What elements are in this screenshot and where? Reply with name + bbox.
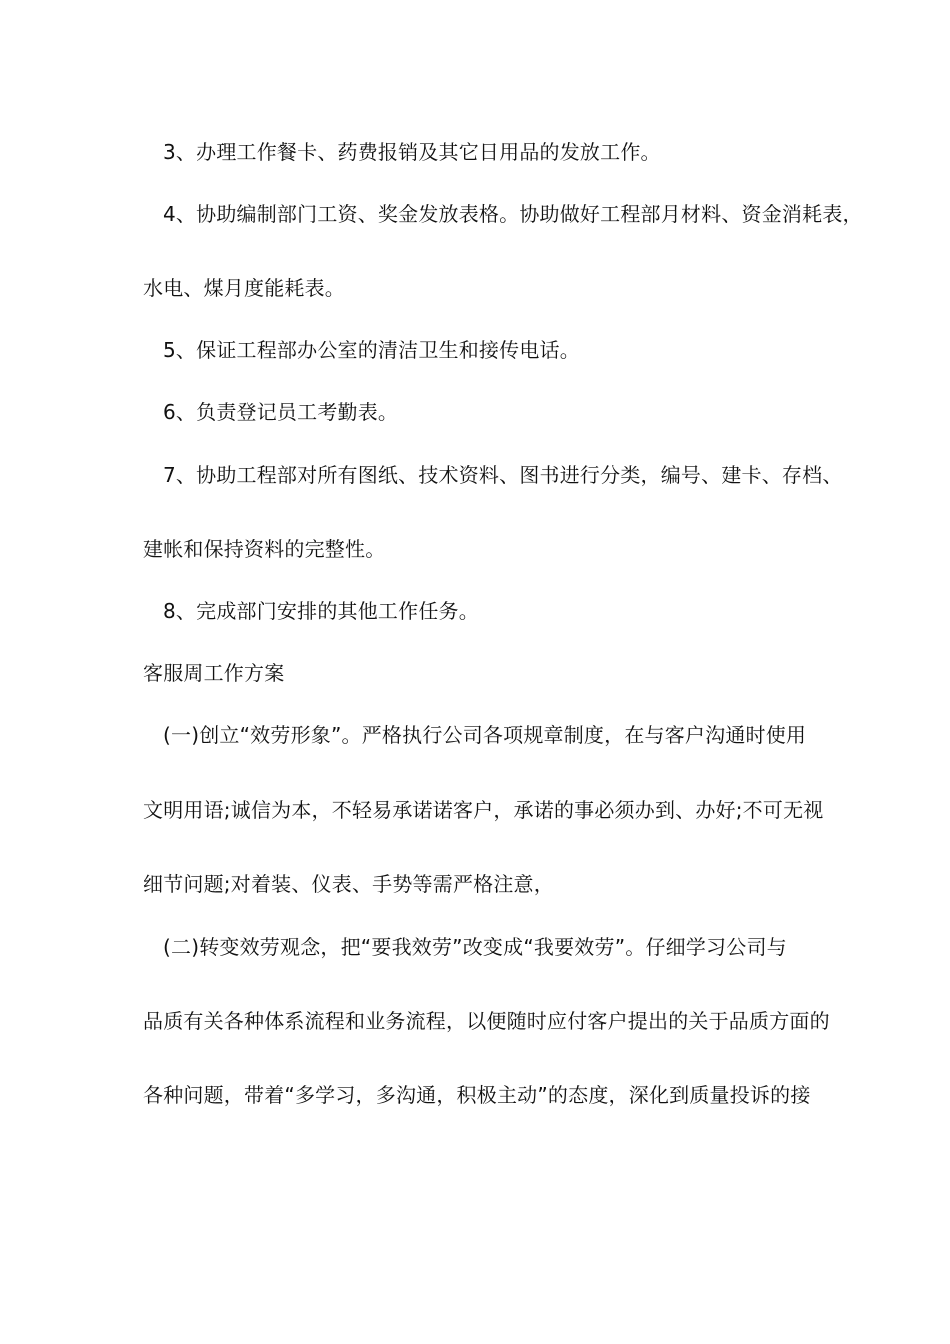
list-item-7-line-2: 建帐和保持资料的完整性。 [143,537,386,561]
list-item-4-line-1: 4、协助编制部门工资、奖金发放表格。协助做好工程部月材料、资金消耗表， [163,202,863,226]
paragraph-1-line-2: 文明用语;诚信为本，不轻易承诺诺客户，承诺的事必须办到、办好;不可无视 [143,798,824,822]
list-item-3: 3、办理工作餐卡、药费报销及其它日用品的发放工作。 [163,140,661,164]
paragraph-1-line-3: 细节问题;对着装、仪表、手势等需严格注意， [143,872,554,896]
list-item-7-line-1: 7、协助工程部对所有图纸、技术资料、图书进行分类，编号、建卡、存档、 [163,463,843,487]
paragraph-2-line-1: (二)转变效劳观念，把“要我效劳”改变成“我要效劳”。仔细学习公司与 [163,935,787,959]
list-item-5: 5、保证工程部办公室的清洁卫生和接传电话。 [163,338,580,362]
list-item-8: 8、完成部门安排的其他工作任务。 [163,599,479,623]
paragraph-2-line-3: 各种问题，带着“多学习，多沟通，积极主动”的态度，深化到质量投诉的接 [143,1083,811,1107]
section-heading: 客服周工作方案 [143,661,285,685]
paragraph-2-line-2: 品质有关各种体系流程和业务流程，以便随时应付客户提出的关于品质方面的 [143,1009,830,1033]
paragraph-1-line-1: (一)创立“效劳形象”。严格执行公司各项规章制度，在与客户沟通时使用 [163,723,807,747]
list-item-4-line-2: 水电、煤月度能耗表。 [143,276,345,300]
list-item-6: 6、负责登记员工考勤表。 [163,400,399,424]
